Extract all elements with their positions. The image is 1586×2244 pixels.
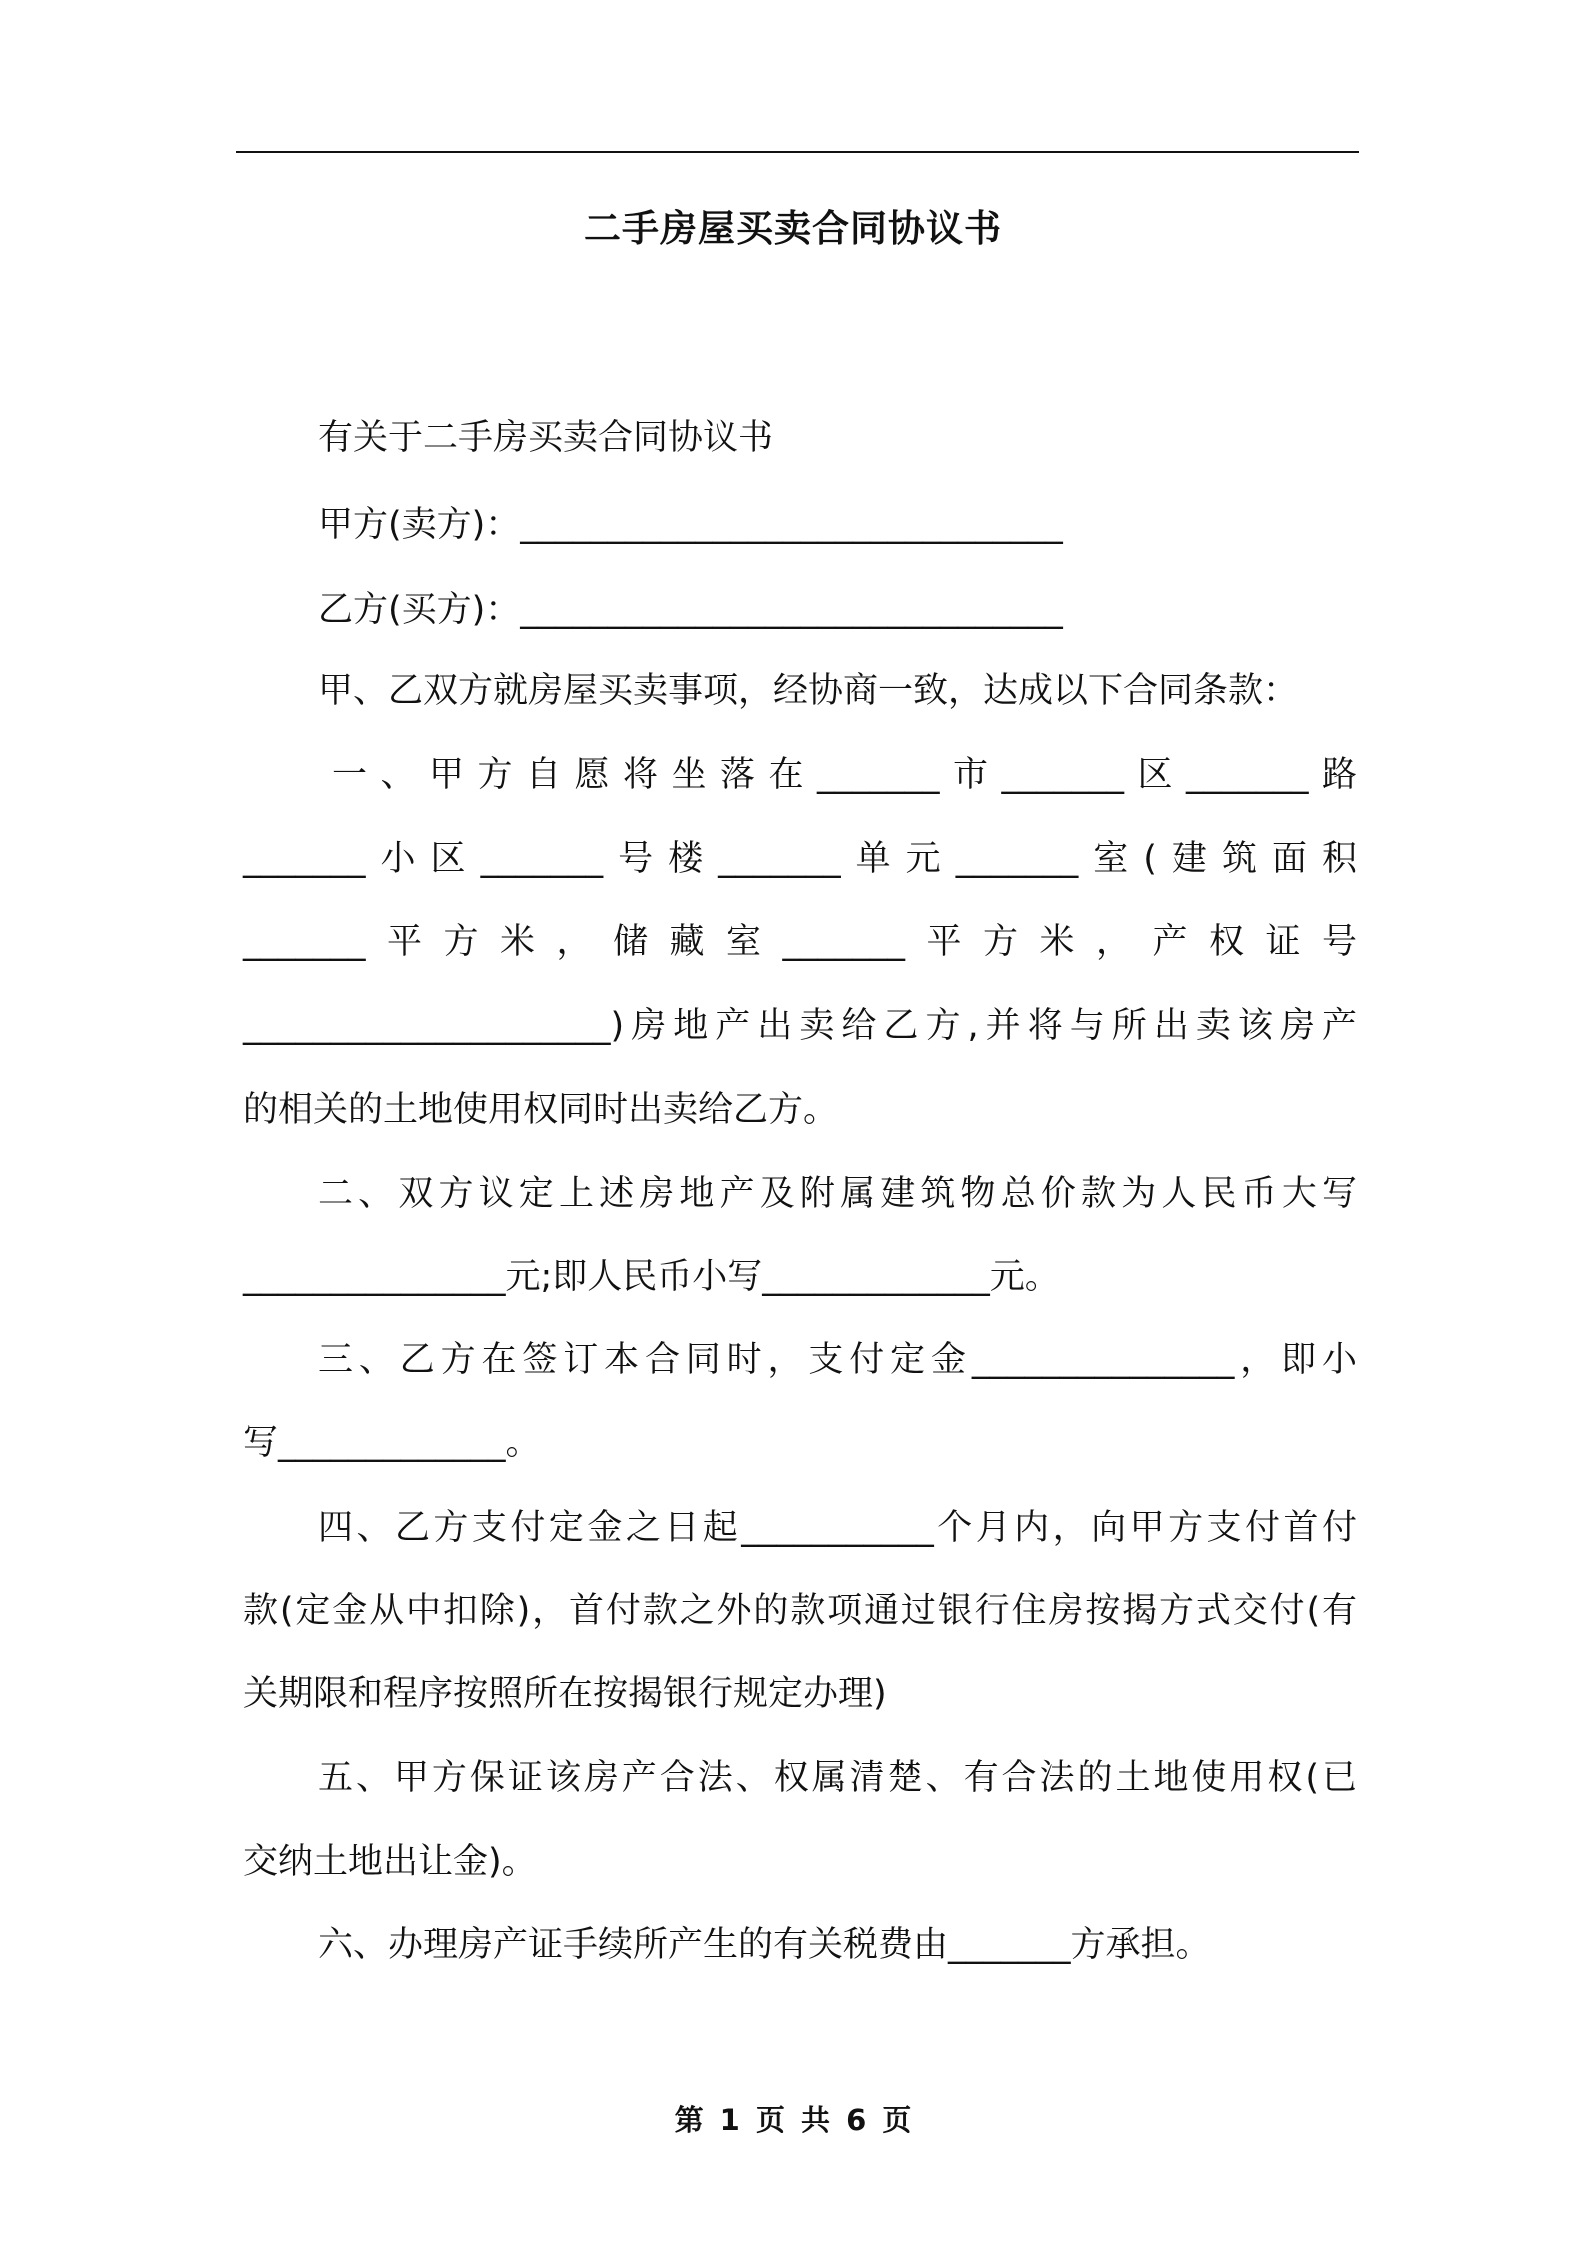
page-number: 第 1 页 共 6 页	[674, 2103, 912, 2137]
clause-1-line-5: 的相关的土地使用权同时出卖给乙方。	[243, 1090, 839, 1130]
clause-6: 六、办理房产证手续所产生的有关税费由_______方承担。	[318, 1925, 1211, 1965]
intro-paragraph: 甲、乙双方就房屋买卖事项，经协商一致，达成以下合同条款：	[318, 671, 1299, 711]
clause-4-line-1: 四、乙方支付定金之日起___________个月内，向甲方支付首付	[318, 1508, 1357, 1548]
clause-2-line-2: _______________元;即人民币小写_____________元。	[243, 1257, 1060, 1297]
clause-5-line-1: 五、甲方保证该房产合法、权属清楚、有合法的土地使用权(已	[318, 1758, 1357, 1798]
clause-3-line-1: 三、乙方在签订本合同时，支付定金_______________，即小	[318, 1340, 1357, 1380]
document-title: 二手房屋买卖合同协议书	[584, 207, 1002, 250]
clause-3-line-2: 写_____________。	[243, 1423, 541, 1463]
clause-4-line-3: 关期限和程序按照所在按揭银行规定办理)	[243, 1674, 887, 1714]
subtitle: 有关于二手房买卖合同协议书	[318, 418, 774, 458]
clause-5-line-2: 交纳土地出让金)。	[243, 1842, 537, 1882]
clause-1-line-1: 一、甲方自愿将坐落在_______市_______区_______路	[332, 755, 1357, 795]
clause-1-line-2: _______小区_______号楼_______单元_______室(建筑面积	[243, 839, 1357, 879]
party-b-line: 乙方(买方)：_______________________________	[318, 590, 1063, 630]
clause-1-line-3: _______平方米，储藏室_______平方米，产权证号	[243, 922, 1357, 962]
party-a-line: 甲方(卖方)：_______________________________	[318, 505, 1063, 545]
clause-2-line-1: 二、双方议定上述房地产及附属建筑物总价款为人民币大写	[318, 1174, 1357, 1214]
clause-1-line-4: _____________________)房地产出卖给乙方,并将与所出卖该房产	[243, 1006, 1357, 1046]
header-rule	[236, 151, 1359, 153]
clause-4-line-2: 款(定金从中扣除)，首付款之外的款项通过银行住房按揭方式交付(有	[243, 1591, 1357, 1631]
